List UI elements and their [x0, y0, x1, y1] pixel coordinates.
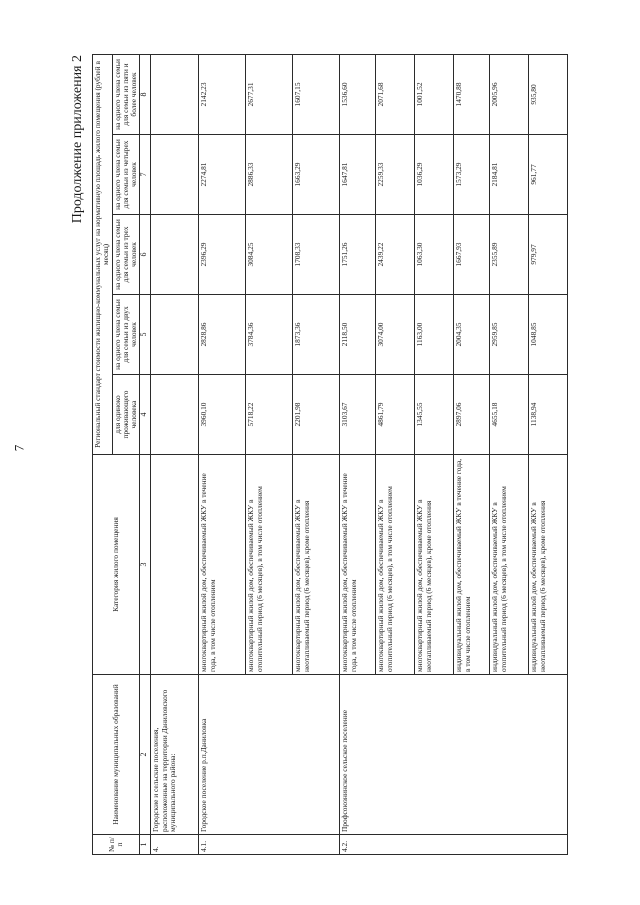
value-family-3: 1063,30	[415, 215, 454, 295]
value-family-2: 1163,00	[415, 295, 454, 375]
value-family-5: 1607,15	[293, 54, 340, 134]
header-standard: Региональный стандарт стоимости жилищно-коммунальных услуг на нормативную площадь жилого помещения (рублей в месяц)	[93, 54, 113, 454]
value-family-2: 2118,50	[340, 295, 376, 375]
value-family-2: 1048,85	[529, 295, 568, 375]
value-family-5: 2677,31	[246, 54, 293, 134]
housing-category: индивидуальный жилой дом, обеспечиваемый ЖКУ в неотапливаемый период (6 месяцев), кроме отопления	[529, 455, 568, 675]
value-single: 1345,55	[415, 375, 454, 455]
header-no: № п/п	[93, 835, 140, 855]
rotated-page	[68, 55, 640, 855]
group-name: Городские и сельские поселения, расположенные на территории Даниловского муниципального района:	[151, 675, 199, 835]
value-family-4: 961,77	[529, 135, 568, 215]
value-family-5: 1536,60	[340, 54, 376, 134]
value-family-2: 3784,36	[246, 295, 293, 375]
value-family-5: 1001,52	[415, 54, 454, 134]
supplement-title: Продолжение приложения 2	[70, 55, 85, 224]
col-number: 2	[140, 675, 151, 835]
value-family-5: 935,80	[529, 54, 568, 134]
header-municipality: Наименование муниципальных образований	[93, 675, 140, 835]
housing-category: многоквартирный жилой дом, обеспечиваемый ЖКУ в течение года, в том числе отоплением	[199, 455, 246, 675]
value-family-5: 2071,68	[376, 54, 415, 134]
table-row	[199, 54, 246, 854]
value-family-2: 1873,36	[293, 295, 340, 375]
value-family-3: 1751,26	[340, 215, 376, 295]
value-family-3: 3084,25	[246, 215, 293, 295]
value-family-5: 1470,88	[454, 54, 490, 134]
group-row	[151, 54, 199, 854]
header-sub-1: для одиноко проживающего человека	[112, 375, 140, 455]
header-sub-2: на одного члена семьи для семьи из двух человек	[112, 295, 140, 375]
table-row	[340, 54, 376, 854]
housing-category: многоквартирный жилой дом, обеспечиваемый ЖКУ в отопительный период (6 месяцев), в том числе отоплением	[376, 455, 415, 675]
value-family-3: 1667,93	[454, 215, 490, 295]
value-single: 4655,18	[490, 375, 529, 455]
housing-category: индивидуальный жилой дом, обеспечиваемый ЖКУ в отопительный период (6 месяцев), в том числе отоплением	[490, 455, 529, 675]
value-family-4: 2184,81	[490, 135, 529, 215]
column-number-row	[140, 54, 151, 854]
value-single: 2201,98	[293, 375, 340, 455]
value-single: 3960,10	[199, 375, 246, 455]
value-family-2: 2959,85	[490, 295, 529, 375]
housing-category: многоквартирный жилой дом, обеспечиваемый ЖКУ в неотапливаемый период (6 месяцев), кроме отопления	[293, 455, 340, 675]
header-category: Категория жилого помещения	[93, 455, 140, 675]
col-number: 4	[140, 375, 151, 455]
housing-category: многоквартирный жилой дом, обеспечиваемый ЖКУ в отопительный период (6 месяцев), в том числе отоплением	[246, 455, 293, 675]
value-family-4: 1573,29	[454, 135, 490, 215]
value-single: 2897,06	[454, 375, 490, 455]
value-family-4: 1036,29	[415, 135, 454, 215]
header-sub-5: на одного члена семьи для семьи из пяти и более человек	[112, 54, 140, 134]
housing-cost-table	[92, 54, 568, 855]
value-single: 5718,22	[246, 375, 293, 455]
value-family-2: 3074,00	[376, 295, 415, 375]
value-family-4: 1647,81	[340, 135, 376, 215]
value-family-3: 2439,22	[376, 215, 415, 295]
value-single: 3103,67	[340, 375, 376, 455]
value-family-3: 2355,89	[490, 215, 529, 295]
page-number: 7	[11, 444, 27, 452]
header-row	[93, 54, 113, 854]
col-number: 8	[140, 54, 151, 134]
col-number: 3	[140, 455, 151, 675]
value-single: 4861,79	[376, 375, 415, 455]
value-family-5: 2005,96	[490, 54, 529, 134]
value-family-3: 979,97	[529, 215, 568, 295]
housing-category: многоквартирный жилой дом, обеспечиваемый ЖКУ в течение года, в том числе отоплением	[340, 455, 376, 675]
col-number: 6	[140, 215, 151, 295]
header-sub-3: на одного члена семьи для семьи из трех человек	[112, 215, 140, 295]
group-no: 4.	[151, 835, 199, 855]
value-family-4: 2274,81	[199, 135, 246, 215]
value-family-4: 2259,33	[376, 135, 415, 215]
value-family-4: 2886,33	[246, 135, 293, 215]
settlement-no: 4.1.	[199, 835, 340, 855]
housing-category: многоквартирный жилой дом, обеспечиваемый ЖКУ в неотапливаемый период (6 месяцев), кроме отопления	[415, 455, 454, 675]
col-number: 5	[140, 295, 151, 375]
housing-category: индивидуальный жилой дом, обеспечиваемый ЖКУ в течение года, в том числе отоплением	[454, 455, 490, 675]
value-family-2: 2828,86	[199, 295, 246, 375]
value-family-3: 2396,29	[199, 215, 246, 295]
header-sub-4: на одного члена семьи для семьи из четырех человек	[112, 135, 140, 215]
col-number: 1	[140, 835, 151, 855]
value-family-2: 2004,35	[454, 295, 490, 375]
settlement-name: Городское поселение р.п.Даниловка	[199, 675, 340, 835]
settlement-no: 4.2.	[340, 835, 568, 855]
value-family-3: 1708,33	[293, 215, 340, 295]
value-single: 1138,94	[529, 375, 568, 455]
settlement-name: Профсоюзнинское сельское поселение	[340, 675, 568, 835]
value-family-5: 2142,23	[199, 54, 246, 134]
col-number: 7	[140, 135, 151, 215]
value-family-4: 1663,29	[293, 135, 340, 215]
